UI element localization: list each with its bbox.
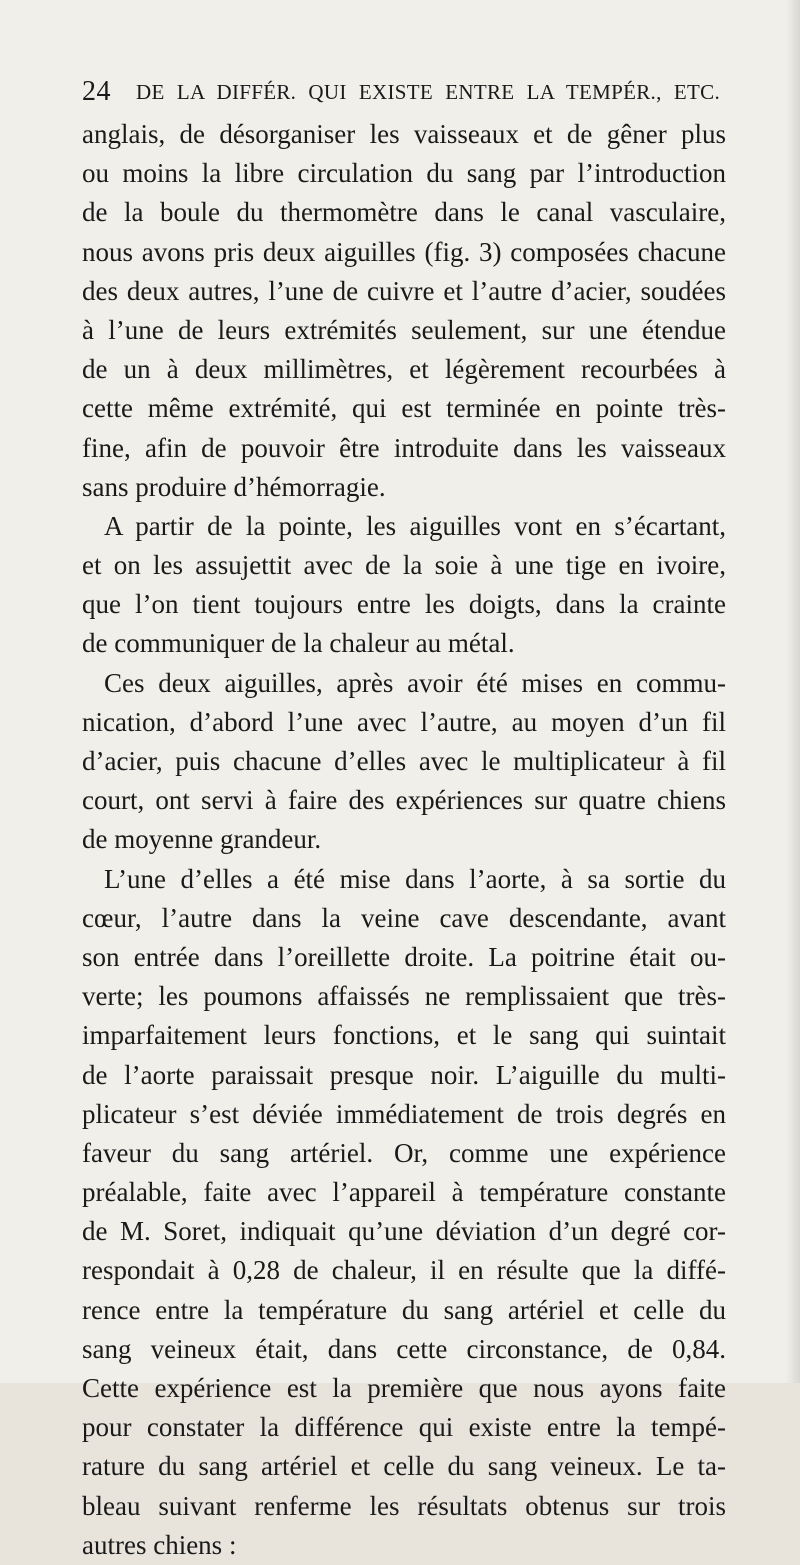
- text-line: Ces deux aiguilles, après avoir été mises en commu-: [104, 667, 726, 698]
- text-line: ou moins la libre circulation du sang par l’introduction: [82, 158, 726, 189]
- text-line: court, ont servi à faire des expériences sur quatre chiens: [82, 785, 726, 816]
- text-line: que l’on tient toujours entre les doigts, dans la crainte: [82, 589, 726, 620]
- text-line: autres chiens :: [82, 1529, 237, 1560]
- text-line: de la boule du thermomètre dans le canal vasculaire,: [82, 197, 726, 228]
- text-line: d’acier, puis chacune d’elles avec le multiplicateur à fil: [82, 746, 726, 776]
- text-line: de communiquer de la chaleur au métal.: [82, 628, 515, 659]
- page-header: [82, 72, 722, 112]
- text-line: respondait à 0,28 de chaleur, il en résulte que la diffé-: [82, 1255, 726, 1286]
- text-line: fine, afin de pouvoir être introduite dans les vaisseaux: [82, 432, 726, 463]
- text-line: nication, d’abord l’une avec l’autre, au moyen d’un fil: [82, 706, 726, 737]
- text-line: verte; les poumons affaissés ne remplissaient que très-: [82, 981, 726, 1012]
- text-line: de l’aorte paraissait presque noir. L’aiguille du multi-: [82, 1059, 726, 1090]
- text-line: pour constater la différence qui existe entre la tempé-: [82, 1412, 726, 1443]
- text-line: des deux autres, l’une de cuivre et l’autre d’acier, soudées: [82, 275, 726, 306]
- text-line: de moyenne grandeur.: [82, 824, 322, 855]
- text-line: Cette expérience est la première que nous ayons faite: [82, 1373, 726, 1403]
- text-line: préalable, faite avec l’appareil à température constante: [82, 1177, 726, 1208]
- text-line: rence entre la température du sang artériel et celle du: [82, 1294, 726, 1325]
- text-line: nous avons pris deux aiguilles (fig. 3) composées chacune: [82, 236, 726, 267]
- text-line: sans produire d’hémorragie.: [82, 471, 386, 502]
- body-text: [82, 115, 726, 1565]
- text-line: plicateur s’est déviée immédiatement de trois degrés en: [82, 1098, 726, 1129]
- page-number: 24: [82, 76, 111, 107]
- text-line: son entrée dans l’oreillette droite. La poitrine était ou-: [82, 941, 726, 972]
- text-line: A partir de la pointe, les aiguilles vont en s’écartant,: [104, 510, 726, 541]
- text-line: anglais, de désorganiser les vaisseaux et de gêner plus: [82, 119, 726, 149]
- running-head: DE LA DIFFÉR. QUI EXISTE ENTRE LA TEMPÉR., ETC.: [136, 80, 720, 104]
- text-line: cette même extrémité, qui est terminée en pointe très-: [82, 393, 726, 424]
- text-line: à l’une de leurs extrémités seulement, sur une étendue: [82, 314, 726, 345]
- text-line: cœur, l’autre dans la veine cave descendante, avant: [82, 902, 726, 933]
- text-line: imparfaitement leurs fonctions, et le sang qui suintait: [82, 1020, 726, 1051]
- page-edge-shadow: [786, 0, 800, 1383]
- text-line: sang veineux était, dans cette circonstance, de 0,84.: [82, 1333, 726, 1364]
- text-line: et on les assujettit avec de la soie à une tige en ivoire,: [82, 550, 726, 581]
- text-line: L’une d’elles a été mise dans l’aorte, à sa sortie du: [104, 863, 726, 894]
- text-line: faveur du sang artériel. Or, comme une expérience: [82, 1137, 726, 1168]
- text-line: de un à deux millimètres, et légèrement recourbées à: [82, 354, 726, 385]
- text-line: rature du sang artériel et celle du sang veineux. Le ta-: [82, 1451, 726, 1482]
- text-line: de M. Soret, indiquait qu’une déviation d’un degré cor-: [82, 1216, 726, 1247]
- text-line: bleau suivant renferme les résultats obtenus sur trois: [82, 1490, 726, 1521]
